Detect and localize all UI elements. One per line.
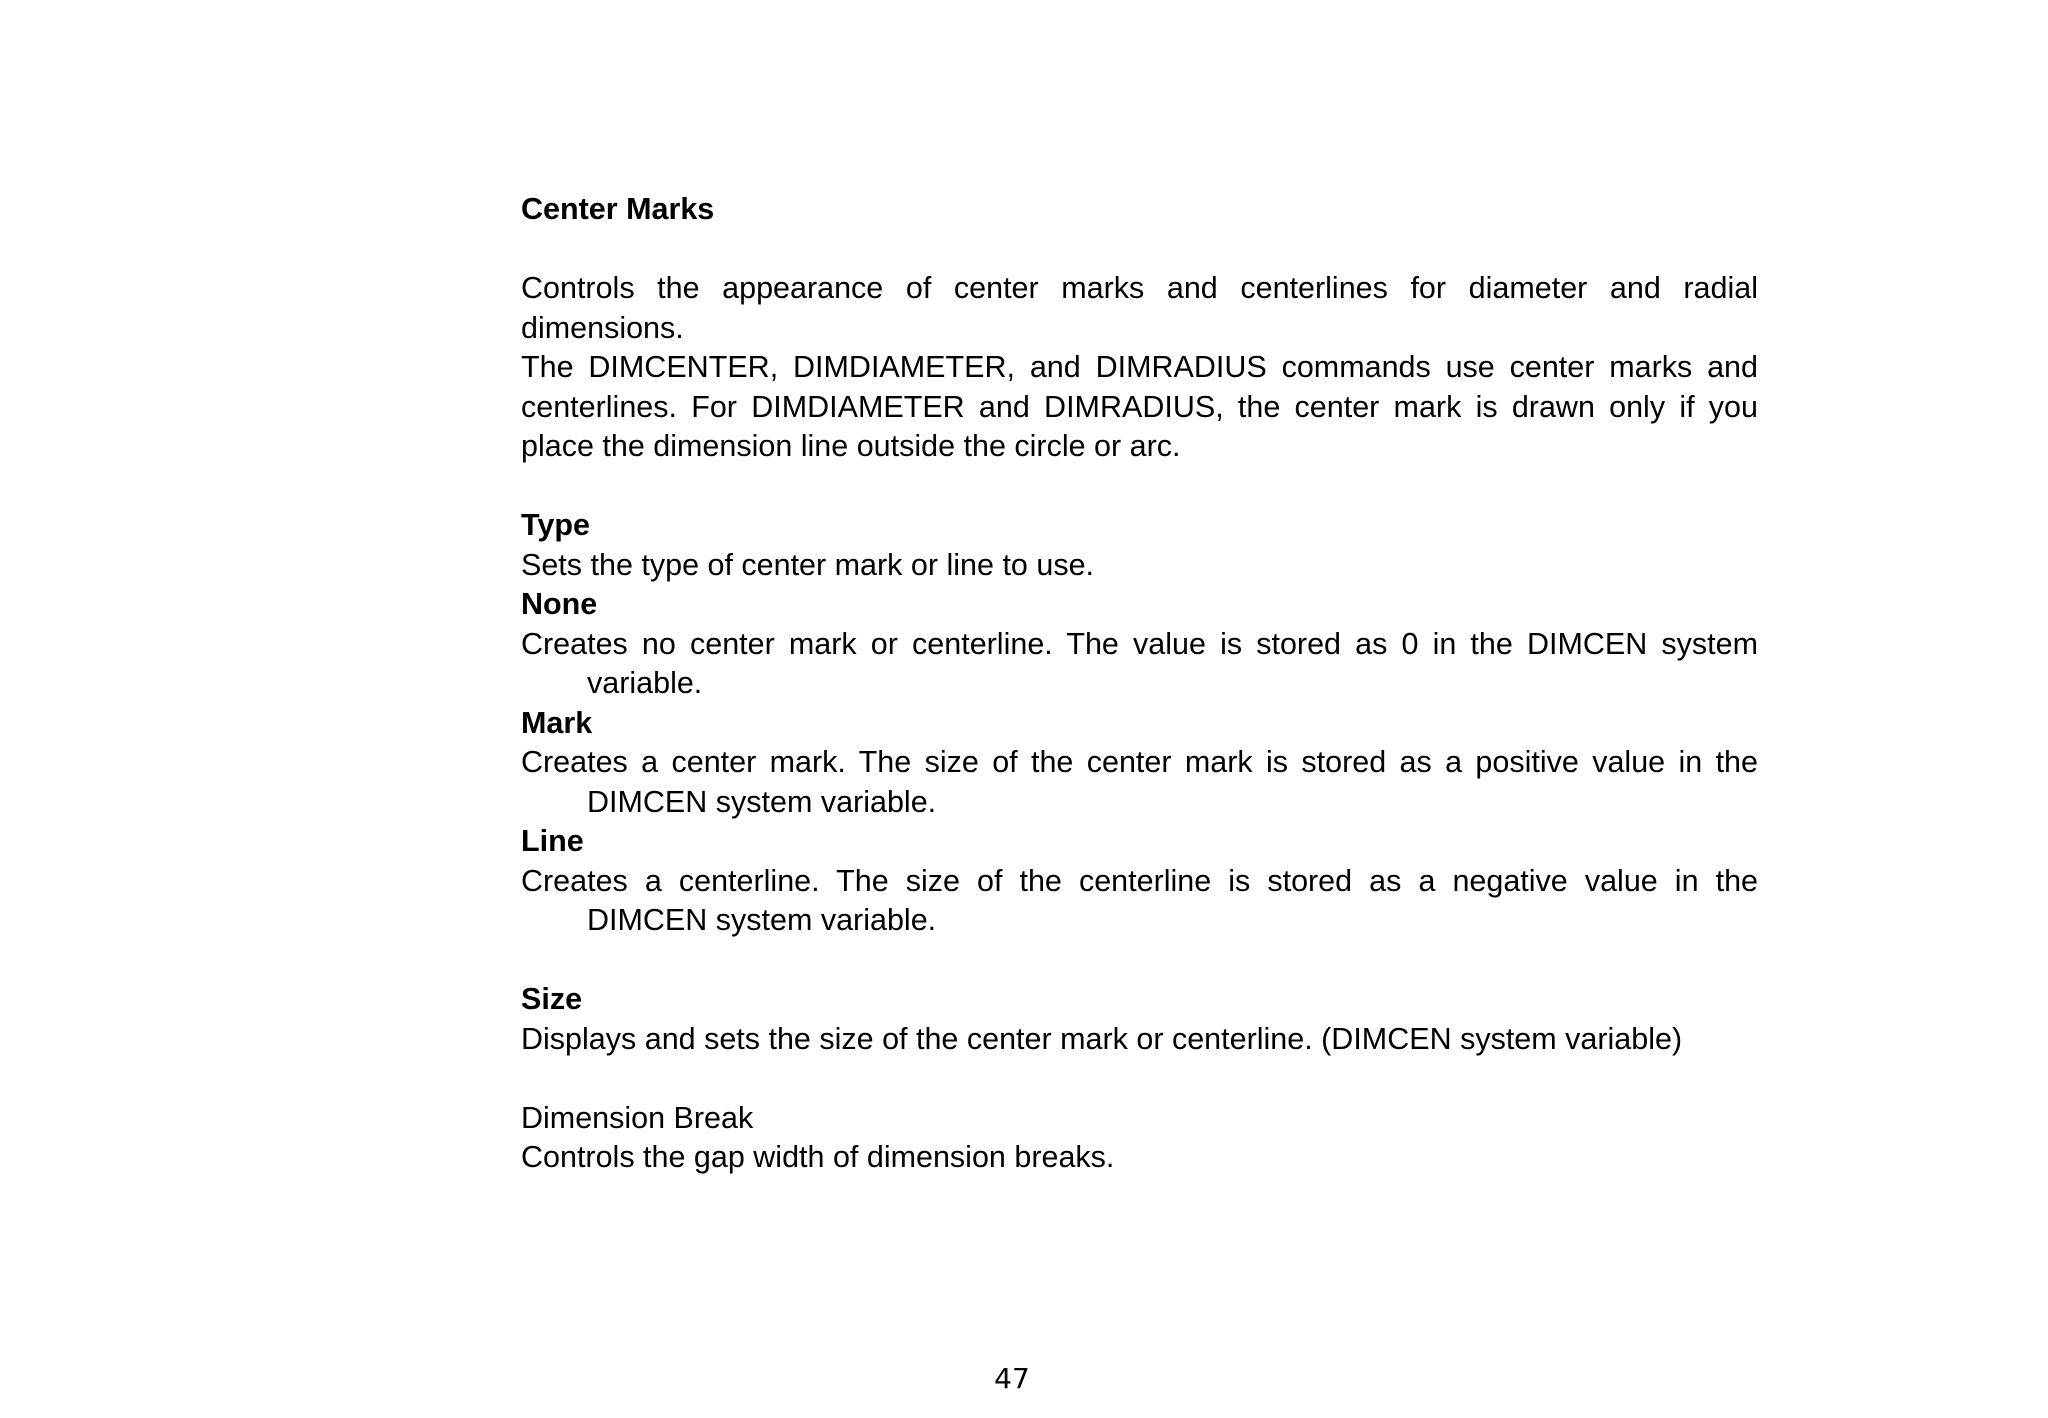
dimension-break-description: Controls the gap width of dimension breaks. [521, 1140, 1115, 1174]
type-description: Sets the type of center mark or line to use. [521, 547, 1095, 582]
option-none-description: Creates no center mark or centerline. The value is stored as 0 in the DIMCEN system variable. [521, 626, 1758, 700]
size-description: Displays and sets the size of the center mark or centerline. (DIMCEN system variable) [521, 1021, 1683, 1056]
page-content [521, 190, 1758, 1178]
type-heading: Type [521, 508, 590, 542]
dimension-break-heading: Dimension Break [521, 1100, 754, 1135]
spacer [521, 230, 1758, 270]
spacer [521, 941, 1758, 981]
option-line-label: Line [521, 824, 584, 858]
size-heading: Size [521, 982, 583, 1016]
intro-paragraph: Controls the appearance of center marks and centerlines for diameter and radial dimensions. [521, 271, 1758, 345]
option-none-label: None [521, 587, 598, 621]
commands-paragraph: The DIMCENTER, DIMDIAMETER, and DIMRADIUS commands use center marks and centerlines. For DIMDIAMETER and DIMRADIUS, the center mark is drawn only if you place the dimension line outside the circle or arc. [521, 350, 1758, 463]
option-mark-description: Creates a center mark. The size of the center mark is stored as a positive value in the DIMCEN system variable. [521, 745, 1758, 819]
spacer [521, 467, 1758, 507]
spacer [521, 1059, 1758, 1099]
section-title: Center Marks [521, 192, 715, 226]
option-mark-label: Mark [521, 705, 593, 740]
page-number: 47 [994, 1362, 1030, 1395]
option-line-description: Creates a centerline. The size of the centerline is stored as a negative value in the DIMCEN system variable. [521, 863, 1758, 937]
